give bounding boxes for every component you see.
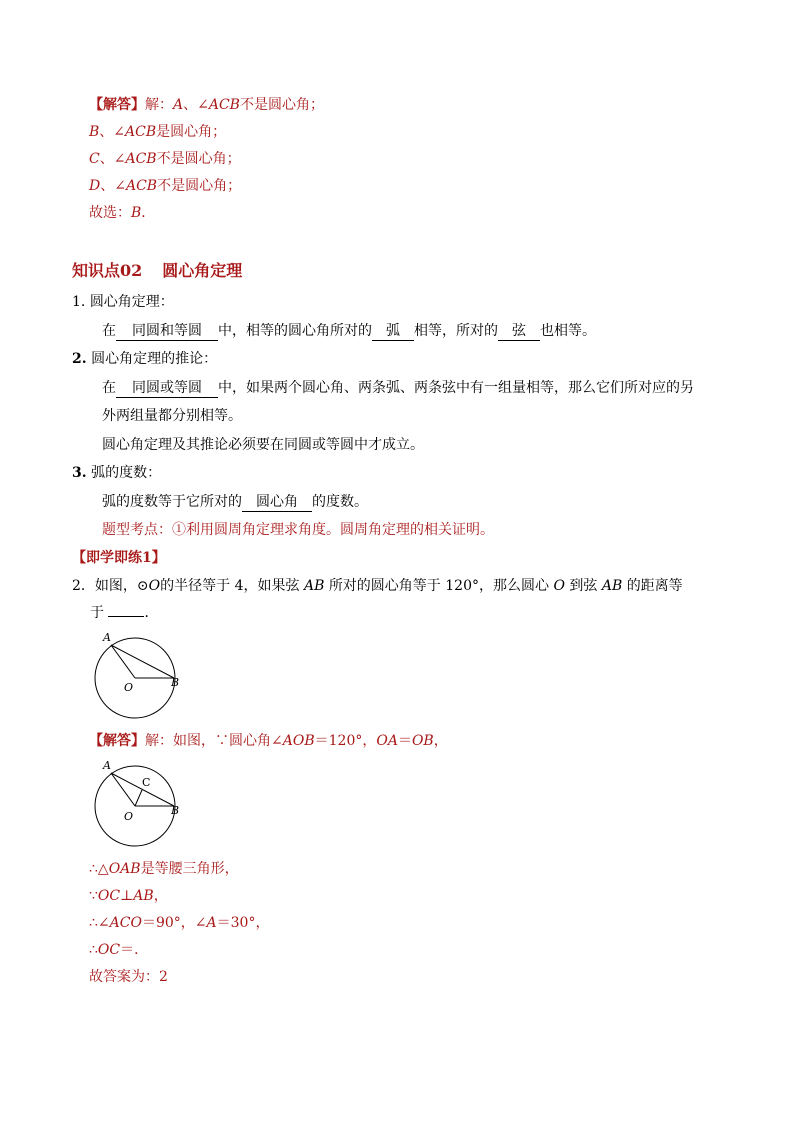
question-line-2: 于 ． — [90, 605, 159, 621]
label-a: A — [103, 759, 111, 772]
blank-answer: 同圆或等圆 — [116, 380, 218, 398]
label-o: O — [124, 810, 134, 823]
label-a: A — [103, 631, 111, 644]
solution-tag: 【解答】 — [89, 97, 145, 113]
kp3-kaodian: 题型考点：①利用圆周角定理求角度。圆周角定理的相关证明。 — [102, 522, 494, 538]
solution-line-1: 【解答】解：A、∠ACB不是圆心角； — [89, 97, 324, 113]
circle-figure-1 — [86, 626, 196, 722]
kp2-text-1: 在 同圆或等圆 中，如果两个圆心角、两条弧、两条弦中有一组量相等，那么它们所对应的另 — [102, 380, 694, 396]
radius-oa — [111, 645, 135, 678]
question-line-1: 2．如图，⊙O的半径等于 4，如果弦 AB 所对的圆心角等于 120°，那么圆心 O 到弦 AB 的距离等 — [72, 578, 683, 594]
blank-answer: 圆心角 — [242, 494, 312, 512]
segment-oc — [135, 790, 142, 806]
solution-line-3: C、∠ACB不是圆心角； — [89, 151, 241, 167]
solution2-line-2: ∴△OAB是等腰三角形， — [89, 861, 239, 877]
kp2-title: 2. 圆心角定理的推论： — [72, 351, 218, 367]
section-heading: 知识点02 圆心角定理 — [72, 261, 243, 280]
solution-line-2: B、∠ACB是圆心角； — [89, 124, 227, 140]
radius-oa — [111, 773, 135, 806]
solution2-line-3: ∵OC⊥AB， — [89, 888, 168, 904]
kp3-title: 3. 弧的度数： — [72, 465, 162, 481]
practice-tag: 【即学即练1】 — [72, 550, 166, 566]
kp2-text-2: 外两组量都分别相等。 — [102, 408, 242, 424]
kp1-title: 1. 圆心角定理： — [72, 294, 174, 310]
label-c: C — [142, 776, 151, 789]
solution-line-4: D、∠ACB不是圆心角； — [89, 178, 242, 194]
solution2-line-4: ∴∠ACO＝90°，∠A＝30°， — [89, 915, 270, 931]
solution-line-5: 故选：B． — [89, 205, 156, 221]
kp1-text: 在 同圆和等圆 中，相等的圆心角所对的 弧 相等，所对的 弦 也相等。 — [102, 323, 596, 339]
label-b: B — [171, 676, 180, 689]
solution-tag: 【解答】 — [89, 733, 145, 749]
solution2-line-5: ∴OC＝． — [89, 942, 149, 958]
blank-answer: 弧 — [372, 323, 414, 341]
solution2-line-1: 【解答】解：如图，∵圆心角∠AOB＝120°，OA＝OB， — [89, 733, 448, 749]
answer-blank — [108, 616, 144, 617]
circle-figure-2 — [86, 754, 196, 850]
label-b: B — [171, 804, 180, 817]
kp3-text: 弧的度数等于它所对的 圆心角 的度数。 — [102, 494, 368, 510]
solution2-line-6: 故答案为：2 — [89, 969, 168, 985]
chord-ab — [111, 645, 174, 678]
blank-answer: 同圆和等圆 — [116, 323, 218, 341]
label-o: O — [124, 681, 134, 694]
kp2-text-3: 圆心角定理及其推论必须要在同圆或等圆中才成立。 — [102, 437, 424, 453]
blank-answer: 弦 — [498, 323, 540, 341]
